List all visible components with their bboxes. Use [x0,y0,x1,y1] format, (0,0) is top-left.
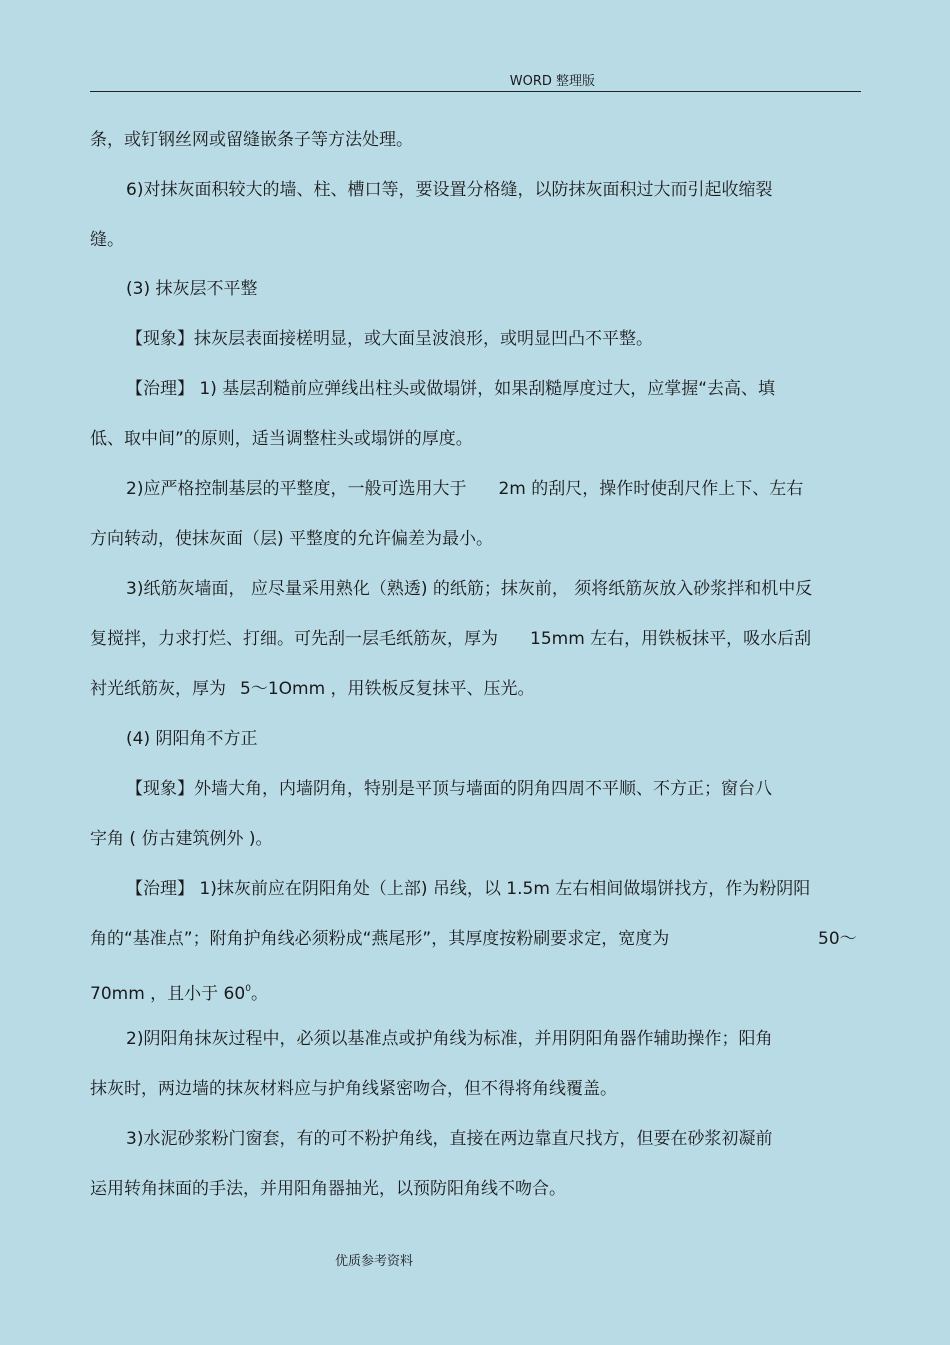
paragraph-line: 6)对抹灰面积较大的墙、柱、槽口等，要设置分格缝，以防抹灰面积过大而引起收缩裂 [126,180,773,200]
text-segment: 2m 的刮尺，操作时使刮尺作上下、左右 [498,479,804,499]
section-heading: (4) 阴阳角不方正 [126,729,258,749]
section-heading: (3) 抹灰层不平整 [126,279,258,299]
paragraph-line [126,478,803,500]
paragraph-line: 字角 ( 仿古建筑例外 )。 [90,829,273,849]
paragraph-line: 【现象】抹灰层表面接槎明显，或大面呈波浪形，或明显凹凸不平整。 [126,329,653,349]
text-segment: 复搅拌，力求打烂、打细。可先刮一层毛纸筋灰，厚为 [90,629,498,649]
header-title: WORD 整理版 [509,74,595,89]
paragraph-line: 方向转动，使抹灰面（层) 平整度的允许偏差为最小。 [90,529,494,549]
text-segment: 2)应严格控制基层的平整度，一般可选用大于 [126,479,467,499]
text-segment: 衬光纸筋灰，厚为 [90,679,226,699]
paragraph-line: 【治理】 1) 基层刮糙前应弹线出柱头或做塌饼，如果刮糙厚度过大，应掌握“去高、填 [126,379,776,399]
page-footer: 优质参考资料 [335,1254,414,1269]
text-segment: 。 [250,984,268,1004]
paragraph-line: 【治理】 1)抹灰前应在阴阳角处（上部) 吊线，以 1.5m 左右相间做塌饼找方，作为粉阴阳 [126,879,811,899]
paragraph-line [90,628,811,650]
paragraph-line: 低、取中间”的原则，适当调整柱头或塌饼的厚度。 [90,429,473,449]
paragraph-line [90,678,535,700]
paragraph-line [90,978,268,1005]
degree-superscript: 0 [245,984,251,994]
text-segment: 50～ [818,929,857,949]
text-segment: 15mm 左右，用铁板抹平，吸水后刮 [530,629,812,649]
header-divider [90,91,861,92]
paragraph-line: 运用转角抹面的手法，并用阳角器抽光，以预防阳角线不吻合。 [90,1179,566,1199]
paragraph-line: 【现象】外墙大角，内墙阴角，特别是平顶与墙面的阴角四周不平顺、不方正；窗台八 [126,779,772,799]
text-segment: 5～1Omm ，用铁板反复抹平、压光。 [240,679,535,699]
paragraph-line: 缝。 [90,230,124,250]
paragraph-line: 条，或钉钢丝网或留缝嵌条子等方法处理。 [90,130,413,150]
paragraph-line: 2)阴阳角抹灰过程中，必须以基准点或护角线为标准，并用阴阳角器作辅助操作；阳角 [126,1029,773,1049]
paragraph-line: 3)水泥砂浆粉门窗套，有的可不粉护角线，直接在两边靠直尺找方，但要在砂浆初凝前 [126,1129,773,1149]
paragraph-line: 3)纸筋灰墙面， 应尽量采用熟化（熟透) 的纸筋；抹灰前， 须将纸筋灰放入砂浆拌和机中反 [126,579,813,599]
text-segment: 70mm ，且小于 60 [90,984,246,1004]
paragraph-line: 抹灰时，两边墙的抹灰材料应与护角线紧密吻合，但不得将角线覆盖。 [90,1079,617,1099]
page-header [90,68,860,90]
paragraph-line: 角的“基准点”；附角护角线必须粉成“燕尾形”，其厚度按粉刷要求定，宽度为 [90,929,670,949]
